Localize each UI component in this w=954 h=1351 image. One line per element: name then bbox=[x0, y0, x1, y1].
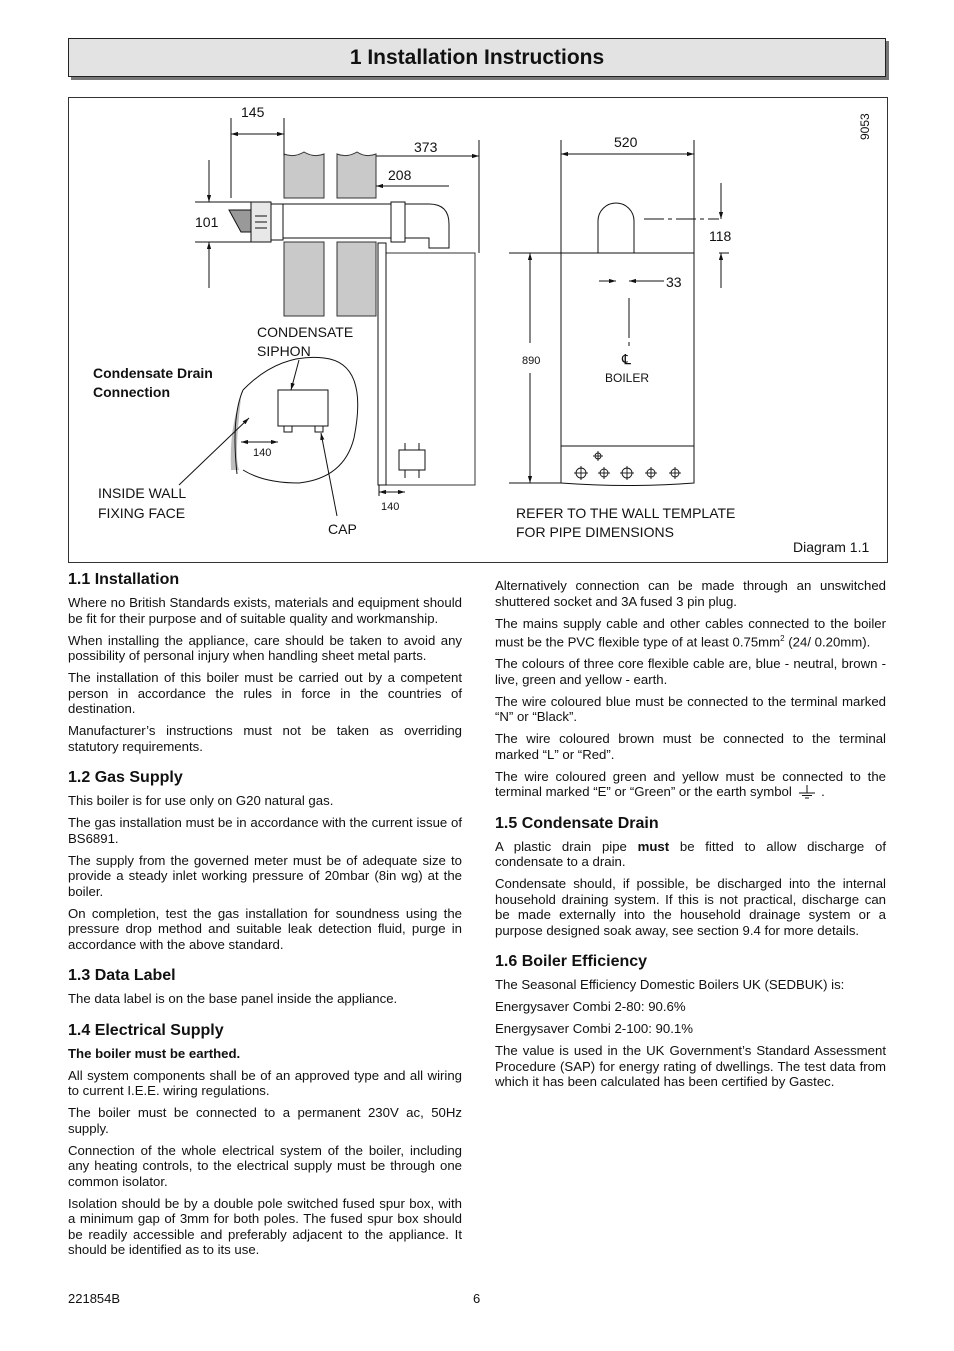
paragraph-drain-pipe bbox=[495, 839, 886, 870]
paragraph: Condensate should, if possible, be discharged into the internal household draining system. If this is not practical, discharge can be made externally into the household drainage system or a purpose designed soak away, see section 9.4 for more details. bbox=[495, 876, 886, 938]
siphon-detail bbox=[278, 390, 328, 426]
dim-140-boiler: 140 bbox=[381, 501, 400, 513]
paragraph: The wire coloured brown must be connected to the terminal marked “L” or “Red”. bbox=[495, 731, 886, 762]
paragraph: The installation of this boiler must be carried out by a competent person in accordance the rules in force in the countries of destination. bbox=[68, 670, 462, 716]
dim-373: 373 bbox=[414, 139, 438, 155]
paragraph: The supply from the governed meter must be of adequate size to provide a steady inlet working pressure of 20mbar (8in wg) at the boiler. bbox=[68, 852, 462, 899]
paragraph: This boiler is for use only on G20 natural gas. bbox=[68, 793, 334, 808]
heading-gas-supply: 1.2 Gas Supply bbox=[68, 769, 183, 786]
heading-boiler-efficiency: 1.6 Boiler Efficiency bbox=[495, 953, 648, 971]
condensate-trap bbox=[399, 450, 425, 470]
paragraph: Manufacturer’s instructions must not be taken as overriding statutory requirements. bbox=[68, 723, 462, 754]
dim-145: 145 bbox=[241, 104, 265, 120]
paragraph: The boiler must be connected to a permanent 230V ac, 50Hz supply. bbox=[68, 1105, 462, 1136]
paragraph: All system components shall be of an approved type and all wiring to current I.E.E. wiring regulations. bbox=[68, 1067, 462, 1098]
superscript: 2 bbox=[780, 634, 785, 643]
label-siphon: SIPHON bbox=[257, 343, 311, 359]
diagram-figure bbox=[68, 97, 888, 563]
paragraph: The value is used in the UK Government’s Standard Assessment Procedure (SAP) for energy rating of dwellings. The test data from which it has been calculated has been certified by Gastec. bbox=[495, 1043, 886, 1090]
text: . bbox=[817, 784, 825, 800]
document-code: 221854B bbox=[68, 1291, 121, 1306]
dim-520: 520 bbox=[614, 134, 638, 150]
dim-890: 890 bbox=[522, 355, 541, 367]
left-column bbox=[68, 570, 462, 1264]
label-fixing-face: FIXING FACE bbox=[98, 505, 186, 521]
heading-installation: 1.1 Installation bbox=[68, 571, 180, 588]
paragraph-earthed: The boiler must be earthed. bbox=[68, 1045, 241, 1061]
label-drain-connection-1: Condensate Drain bbox=[93, 365, 213, 381]
dim-208: 208 bbox=[388, 167, 412, 183]
boiler-front bbox=[561, 203, 694, 486]
heading-condensate-drain: 1.5 Condensate Drain bbox=[495, 814, 659, 832]
label-inside-wall: INSIDE WALL bbox=[98, 485, 187, 501]
dim-33: 33 bbox=[666, 274, 682, 290]
diagram-ref-number: 9053 bbox=[858, 113, 872, 140]
heading-electrical-supply: 1.4 Electrical Supply bbox=[68, 1021, 224, 1039]
page-title: 1 Installation Instructions bbox=[349, 46, 605, 69]
dim-101: 101 bbox=[195, 214, 219, 230]
label-refer-2: FOR PIPE DIMENSIONS bbox=[516, 524, 674, 540]
paragraph: On completion, test the gas installation for soundness using the pressure drop method and suitable leak detection fluid, purge in accordance with the above standard. bbox=[68, 905, 462, 952]
paragraph: Isolation should be by a double pole switched fused spur box, with a minimum gap of 3mm for both poles. The fused spur box should be readily accessible and preferably adjacent to the appliance. It should be identified as to its use. bbox=[68, 1195, 462, 1257]
heading-data-label: 1.3 Data Label bbox=[68, 967, 176, 984]
title-bar bbox=[68, 38, 886, 77]
label-drain-connection-2: Connection bbox=[93, 384, 170, 400]
label-refer-1: REFER TO THE WALL TEMPLATE bbox=[516, 505, 736, 521]
paragraph: Alternatively connection can be made through an unswitched shuttered socket and 3A fused 3 pin plug. bbox=[495, 578, 886, 609]
label-condensate: CONDENSATE bbox=[257, 324, 354, 340]
right-column bbox=[495, 578, 886, 1096]
paragraph: When installing the appliance, care should be taken to avoid any possibility of personal injury when handling sheet metal parts. bbox=[68, 632, 462, 663]
paragraph-cable bbox=[495, 616, 886, 650]
dim-140-detail: 140 bbox=[253, 447, 272, 459]
paragraph: The data label is on the base panel inside the appliance. bbox=[68, 991, 398, 1006]
paragraph: Energysaver Combi 2-80: 90.6% bbox=[495, 999, 686, 1015]
paragraph: The colours of three core flexible cable are, blue - neutral, brown - live, green and yellow - earth. bbox=[495, 656, 886, 687]
text: The mains supply cable and other cables connected to the boiler must be the PVC flexible type of at least 0.75mm bbox=[495, 615, 886, 650]
flue-pipe bbox=[229, 202, 449, 248]
emphasis-must: must bbox=[637, 838, 670, 854]
paragraph: Energysaver Combi 2-100: 90.1% bbox=[495, 1021, 693, 1037]
paragraph: The gas installation must be in accordance with the current issue of BS6891. bbox=[68, 815, 462, 846]
label-cap: CAP bbox=[328, 521, 357, 537]
paragraph-earth bbox=[495, 769, 886, 800]
paragraph: Where no British Standards exists, materials and equipment should be fit for their purpose and of suitable quality and workmanship. bbox=[68, 595, 462, 626]
paragraph: The wire coloured blue must be connected to the terminal marked “N” or “Black”. bbox=[495, 693, 886, 725]
text: (24/ 0.20mm). bbox=[784, 634, 871, 650]
diagram-caption: Diagram 1.1 bbox=[793, 539, 870, 555]
label-boiler: BOILER bbox=[605, 371, 650, 385]
label-centre-line: ℄ bbox=[622, 351, 631, 367]
text: The wire coloured green and yellow must be connected to the terminal marked “E” or “Green” or the earth symbol bbox=[495, 768, 886, 800]
paragraph: The Seasonal Efficiency Domestic Boilers UK (SEDBUK) is: bbox=[495, 977, 845, 993]
text: be fitted to allow discharge of condensate to a drain. bbox=[495, 838, 886, 870]
dim-118: 118 bbox=[709, 228, 732, 244]
installation-diagram bbox=[69, 98, 887, 562]
earth-symbol-icon bbox=[796, 785, 818, 799]
paragraph: Connection of the whole electrical system of the boiler, including any heating controls, to the electrical supply must be through one common isolator. bbox=[68, 1142, 462, 1189]
text: A plastic drain pipe bbox=[495, 838, 638, 854]
page-number: 6 bbox=[473, 1291, 481, 1306]
